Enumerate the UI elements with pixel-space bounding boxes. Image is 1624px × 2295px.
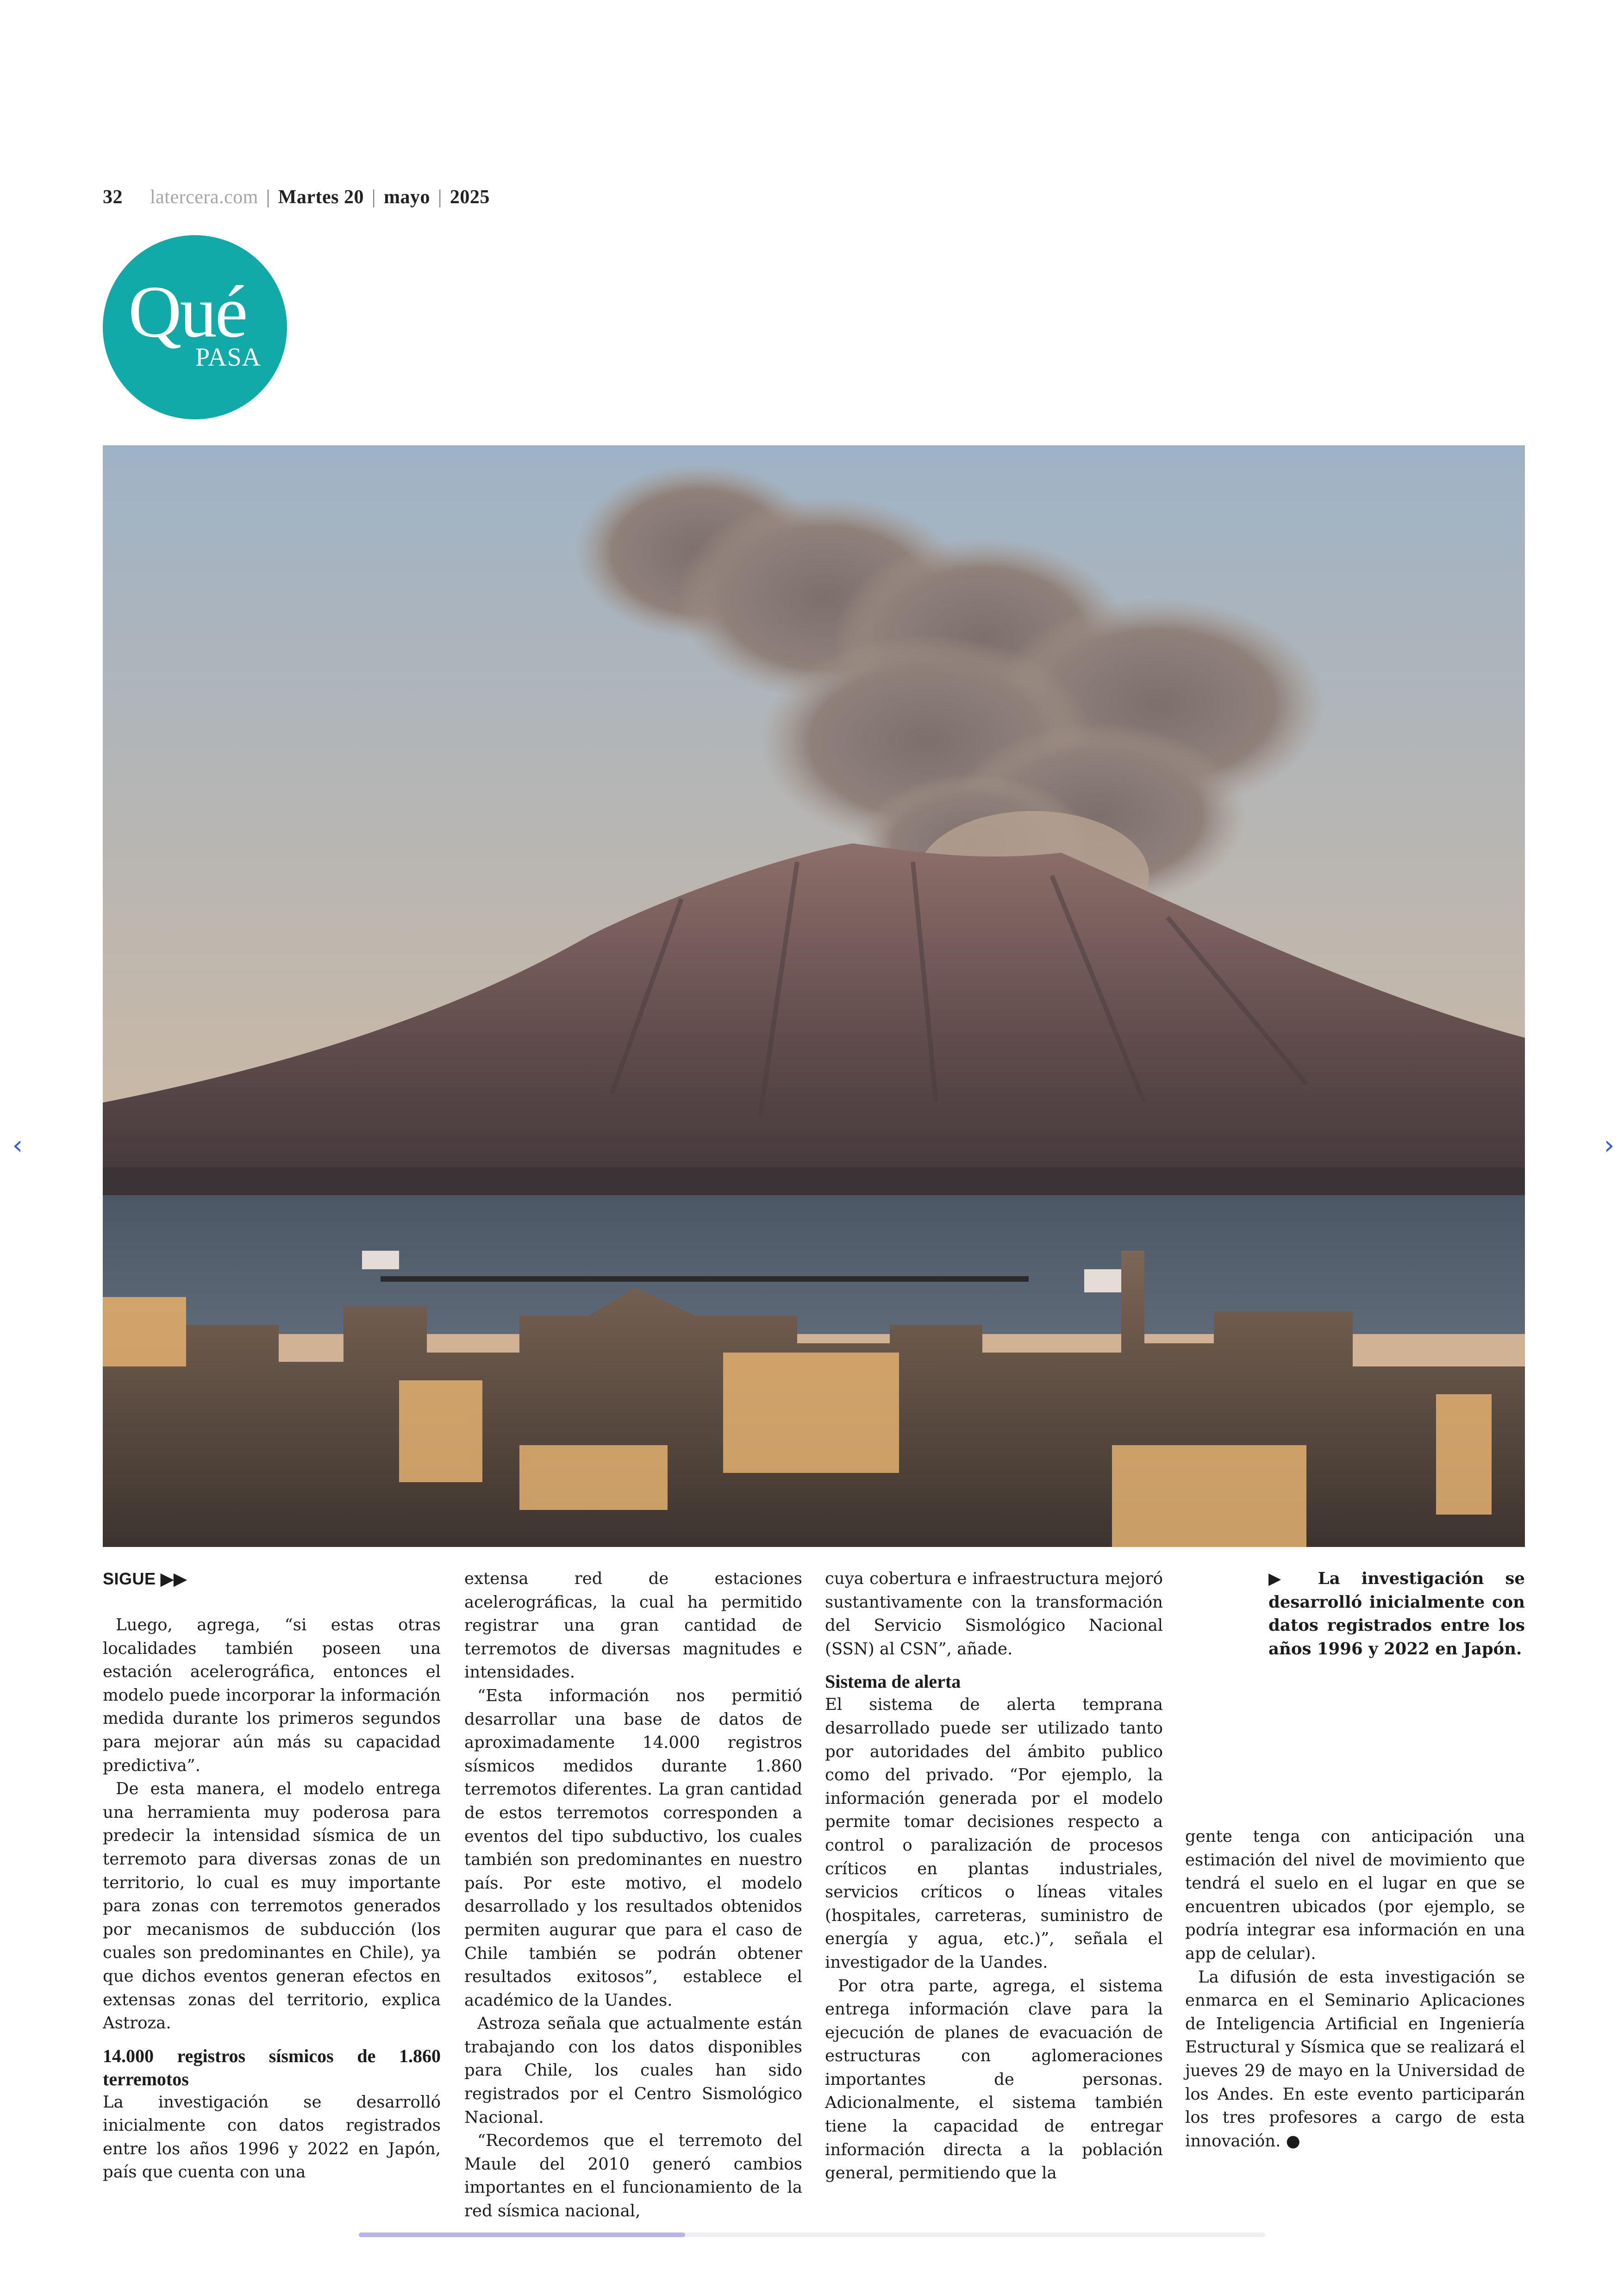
section-heading: Sistema de alerta xyxy=(825,1671,961,1692)
volcano-photo xyxy=(103,445,1525,1547)
issue-year: 2025 xyxy=(450,187,490,208)
page-number: 32 xyxy=(103,187,123,208)
paragraph: De esta manera, el modelo entrega una herramienta muy poderosa para predecir la intensidad sísmica de un terremoto para diversas zonas de un territorio, lo cual es muy importante para zonas con terremotos generados por mecanismos de subducción (los cuales son predominantes en Chile), ya que dichos eventos generan efectos en extensas zonas del territorio, explica Astroza. xyxy=(103,1779,441,2033)
chevron-left-icon[interactable]: ‹ xyxy=(12,1130,23,1160)
paragraph: “Esta información nos permitió desarrollar una base de datos de aproximadamente 14.000 registros sísmicos medidos durante 1.860 terremotos diferentes. La gran cantidad de estos terremotos corresponden a eventos del tipo subductivo, los cuales también son predominantes en nuestro país. Por este motivo, el modelo desarrollado y los resultados obtenidos permiten augurar que para el caso de Chile también se podrán obtener resultados exitosos”, establece el académico de la Uandes. xyxy=(464,1686,802,2010)
site-name: latercera.com xyxy=(150,187,258,208)
pier xyxy=(381,1276,1029,1282)
paragraph: Luego, agrega, “si estas otras localidades también poseen una estación acelerográfica, entonces el modelo puede incorporar la información medida durante los primeros segundos para mejorar aún más su capacidad predictiva”. xyxy=(103,1615,441,1775)
issue-month: mayo xyxy=(383,187,430,208)
paragraph: Astroza señala que actualmente están trabajando con los datos disponibles para Chile, los cuales han sido registrados por el Centro Sismológico Nacional. xyxy=(464,2014,802,2127)
article-column-2 xyxy=(464,1567,802,2223)
shoreline xyxy=(103,1167,1525,1195)
paragraph: gente tenga con anticipación una estimación del nivel de movimiento que tendrá el suelo en el lugar en que se encuentren ubicados (por ejemplo, se podría integrar esa información en una app de celular). xyxy=(1185,1827,1525,1963)
header-separator: | xyxy=(372,187,376,208)
que-pasa-logo xyxy=(103,235,287,419)
header-separator: | xyxy=(437,187,442,208)
page-header xyxy=(103,186,490,208)
paragraph: extensa red de estaciones acelerográficas, la cual ha permitido registrar una gran cantidad de terremotos de diversas magnitudes e intensidades. xyxy=(464,1569,802,1682)
paragraph: cuya cobertura e infraestructura mejoró sustantivamente con la transformación del Servicio Sismológico Nacional (SSN) al CSN”, añade. xyxy=(825,1569,1163,1659)
continues-label: SIGUE ▶▶ xyxy=(103,1569,187,1588)
paragraph: El sistema de alerta temprana desarrollado puede ser utilizado tanto por autoridades del ámbito publico como del privado. “Por ejemplo, la información generada por el modelo permite tomar decisiones respecto a control o paralización de procesos críticos en plantas industriales, servicios críticos o líneas vitales (hospitales, carreteras, suministro de energía y agua, etc.)”, señala el investigador de la Uandes. xyxy=(825,1695,1163,1972)
paragraph: “Recordemos que el terremoto del Maule del 2010 generó cambios importantes en el funcionamiento de la red sísmica nacional, xyxy=(464,2131,802,2221)
paragraph: Por otra parte, agrega, el sistema entrega información clave para la ejecución de planes de evacuación de estructuras con aglomeraciones importantes de personas. Adicionalmente, el sistema también tiene la capacidad de entregar información directa a la población general, permitiendo que la xyxy=(825,1976,1163,2183)
paragraph: La difusión de esta investigación se enmarca en el Seminario Aplicaciones de Inteligencia Artificial en Ingeniería Estructural y Sísmica que se realizará el jueves 29 de mayo en la Universidad de los Andes. En este evento participarán los tres profesores a cargo de esta innovación. ● xyxy=(1185,1967,1525,2151)
section-heading: 14.000 registros sísmicos de 1.860 terremotos xyxy=(103,2045,441,2089)
logo-word-pasa: PASA xyxy=(195,343,262,372)
chevron-right-icon[interactable]: › xyxy=(1604,1130,1615,1160)
issue-day: Martes 20 xyxy=(278,187,364,208)
article-column-3 xyxy=(825,1567,1163,2185)
reading-progress-bar[interactable] xyxy=(359,2233,1265,2237)
ship xyxy=(362,1251,399,1269)
header-separator: | xyxy=(266,187,270,208)
progress-fill xyxy=(359,2233,685,2237)
logo-word-que: Qué xyxy=(128,270,246,353)
photo-caption: ▶ La investigación se desarrolló inicialmente con datos registrados entre los años 1996 y 2022 en Japón. xyxy=(1268,1569,1525,1659)
article-column-1 xyxy=(103,1567,441,2184)
paragraph: La investigación se desarrolló inicialmente con datos registrados entre los años 1996 y 2022 en Japón, país que cuenta con una xyxy=(103,2092,441,2182)
article-column-4 xyxy=(1185,1825,1525,2153)
